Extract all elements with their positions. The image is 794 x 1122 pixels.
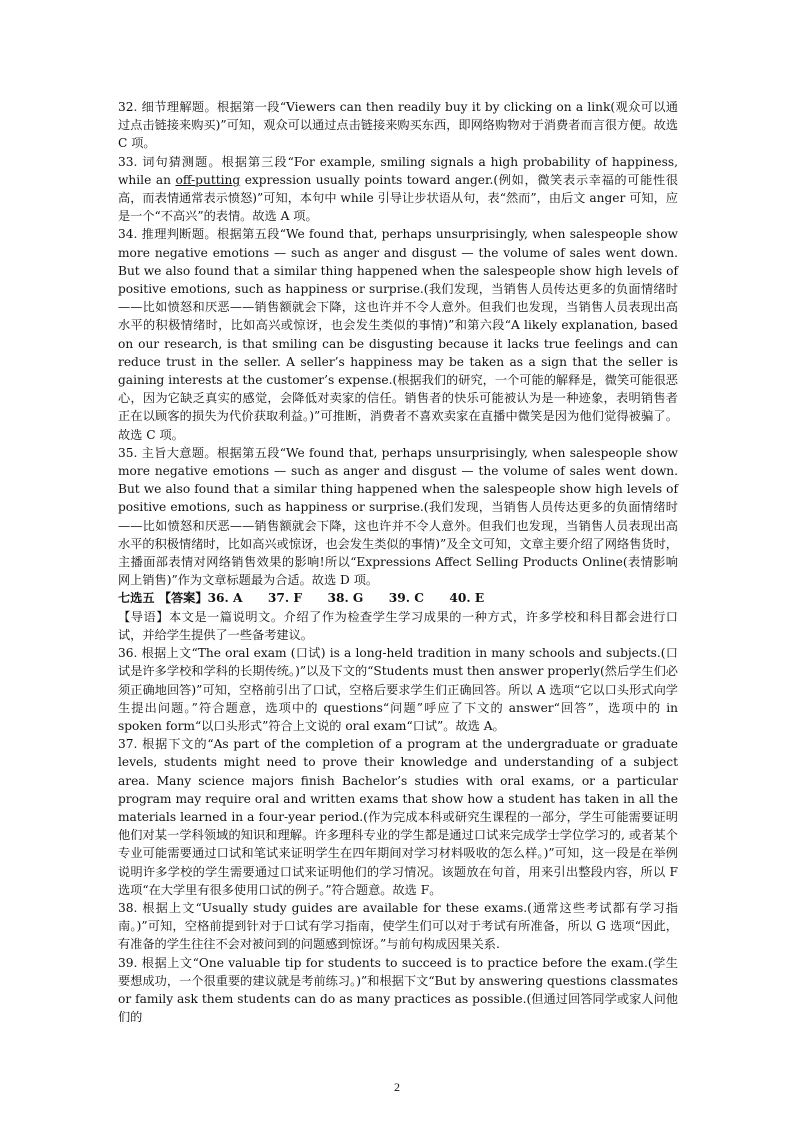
page-number: 2 bbox=[394, 1080, 400, 1094]
answer-key-line bbox=[118, 589, 678, 607]
explanation-q34: 34. 推理判断题。根据第五段“We found that, perhaps unsurprisingly, when salespeople show more negative emotions — such as anger and disgust — the volume of sales went down. But we also found that a similar thing happened when the salespeople show high levels of positive emotions, such as happiness or surprise.(我们发现，当销售人员传达更多的负面情绪时——比如愤怒和厌恶——销售额就会下降，这也许并不令人意外。但我们也发现，当销售人员表现出高水平的积极情绪时，比如高兴或惊讶，也会发生类似的事情)”和第六段“A likely explanation, based on our research, is that smiling can be disgusting because it lacks true feelings and can reduce trust in the seller. A seller’s happiness may be taken as a sign that the seller is gaining interests at the customer’s expense.(根据我们的研究，一个可能的解释是，微笑可能很恶心，因为它缺乏真实的感觉，会降低对卖家的信任。销售者的快乐可能被认为是一种迹象，表明销售者正在以顾客的损失为代价获取利益。)”可推断，消费者不喜欢卖家在直播中微笑是因为他们觉得被骗了。故选 C 项。 bbox=[118, 227, 678, 442]
answer-explanations bbox=[118, 98, 678, 1026]
answer-key-label: 七选五 【答案】 bbox=[118, 591, 208, 606]
explanation-q38: 38. 根据上文“Usually study guides are available for these exams.(通常这些考试都有学习指南。)”可知，空格前提到针对于口试有学习指南，使学生们可以对于考试有所准备，所以 G 选项“因此，有准备的学生往往不会对被问到的问题感到惊讶。”与前句构成因果关系. bbox=[118, 900, 678, 952]
explanation-q39: 39. 根据上文“One valuable tip for students to succeed is to practice before the exam.(学生要想成功，一个很重要的建议就是考前练习。)”和根据下文“But by answering questions classmates or family ask them students can do as many practices as possible.(但通过回答同学或家人问他们的 bbox=[118, 955, 678, 1025]
explanation-q32: 32. 细节理解题。根据第一段“Viewers can then readily buy it by clicking on a link(观众可以通过点击链接来购买)”可知，观众可以通过点击链接来购买东西，即网络购物对于消费者而言很方便。故选 C 项。 bbox=[118, 100, 678, 151]
explanation-q36: 36. 根据上文“The oral exam (口试) is a long-held tradition in many schools and subjects.(口试是许多学校和学科的长期传统。)”以及下文的“Students must then answer properly(然后学生们必须正确地回答)”可知，空格前引出了口试，空格后要求学生们正确回答。所以 A 选项“它以口头形式向学生提出问题。”符合题意，选项中的 questions“问题”呼应了下文的 answer“回答”，选项中的 in spoken form“以口头形式”符合上文说的 oral exam“口试”。故选 A。 bbox=[118, 646, 678, 733]
q33-text-after: expression usually points toward anger.(例如，微笑表示幸福的可能性很高，而表情通常表示愤怒)”可知，本句中 while 引导让步状语从句，表“然而”，由后文 anger 可知，应是一个“不高兴”的表情。故选 A 项。 bbox=[118, 172, 678, 224]
passage-intro: 【导语】本文是一篇说明文。介绍了作为检查学生学习成果的一种方式，许多学校和科目都会进行口试，并给学生提供了一些备考建议。 bbox=[118, 609, 678, 642]
explanation-q35: 35. 主旨大意题。根据第五段“We found that, perhaps unsurprisingly, when salespeople show more negative emotions — such as anger and disgust — the volume of sales went down. But we also found that a similar thing happened when the salespeople show high levels of positive emotions, such as happiness or surprise.(我们发现，当销售人员传达更多的负面情绪时——比如愤怒和厌恶——销售额就会下降，这也许并不令人意外。但我们也发现，当销售人员表现出高水平的积极情绪时，比如高兴或惊讶，也会发生类似的事情)”及全文可知，文章主要介绍了网络售货时，主播面部表情对网络销售效果的影响!所以“Expressions Affect Selling Products Online(表情影响网上销售)”作为文章标题最为合适。故选 D 项。 bbox=[118, 445, 678, 588]
q33-text-before: 33. 词句猜测题。根据第三段“For example, smiling signals a high probability of happiness, while an bbox=[118, 154, 678, 187]
q33-underlined-word: off-putting bbox=[175, 172, 241, 187]
explanation-q33 bbox=[118, 153, 678, 226]
answer-key-values: 36. A 37. F 38. G 39. C 40. E bbox=[207, 591, 485, 606]
explanation-q37: 37. 根据下文的“As part of the completion of a program at the undergraduate or graduate levels, students might need to prove their knowledge and understanding of a subject area. Many science majors finish Bachelor’s studies with oral exams, or a particular program may require oral and written exams that show how a student has taken in all the materials learned in a four-year period.(作为完成本科或研究生课程的一部分，学生可能需要证明他们对某一学科领域的知识和理解。许多理科专业的学生都是通过口试来完成学士学位学习的, 或者某个专业可能需要通过口试和笔试来证明学生在四年期间对学习材料吸收的怎么样。)”可知，这一段是在举例说明许多学校的学生需要通过口试来证明他们的学习情况。该题放在句首，用来引出整段内容，所以 F 选项“在大学里有很多使用口试的例子。”符合题意。故选 F。 bbox=[118, 737, 678, 897]
